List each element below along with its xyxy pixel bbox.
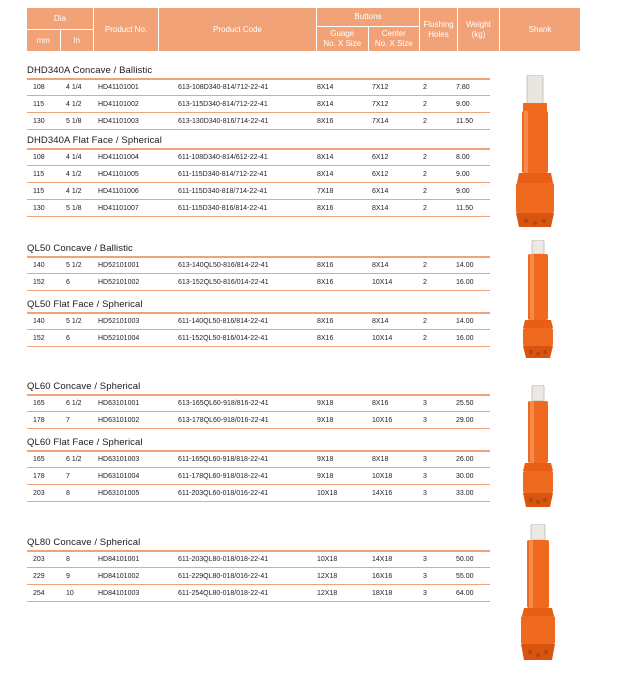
dia-in-cell: 10 — [66, 589, 74, 597]
product-code-cell: 613-108D340-814/712-22-41 — [178, 84, 269, 91]
product-no-cell: HD41101007 — [98, 204, 139, 212]
weight-cell: 11.50 — [456, 204, 473, 212]
section-dhd340a-flat — [27, 134, 490, 217]
flushing-holes-cell: 2 — [423, 204, 427, 212]
product-code-cell: 611-108D340-814/612-22-41 — [178, 154, 268, 161]
guage-cell: 8X16 — [317, 318, 334, 325]
dia-mm-cell: 152 — [33, 334, 45, 342]
section-ql80-concave — [27, 536, 490, 602]
section-rows — [27, 148, 490, 217]
center-cell: 18X18 — [372, 589, 393, 597]
dia-mm-cell: 152 — [33, 278, 45, 286]
weight-cell: 14.00 — [456, 262, 474, 269]
product-no-cell: HD41101002 — [98, 100, 139, 108]
flushing-holes-cell: 2 — [423, 154, 427, 161]
dia-mm-cell: 229 — [33, 572, 45, 580]
mm-header: mm — [27, 30, 61, 51]
section-ql60-concave — [27, 380, 490, 429]
product-code-cell: 613-178QL60-918/016-22-41 — [178, 416, 269, 424]
dia-header — [27, 8, 94, 51]
dia-mm-cell: 178 — [33, 416, 45, 424]
product-no-cell: HD41101006 — [98, 187, 139, 195]
dia-mm-cell: 140 — [33, 262, 45, 269]
center-cell: 7X12 — [372, 84, 389, 91]
section-ql50-concave — [27, 242, 490, 291]
product-code-cell: 611-178QL60-918/018-22-41 — [178, 472, 269, 480]
product-no-cell: HD63101003 — [98, 456, 140, 463]
table-row — [27, 200, 490, 217]
flushing-holes-cell: 2 — [423, 117, 427, 125]
table-row — [27, 485, 490, 502]
dia-mm-cell: 203 — [33, 489, 45, 497]
table-row — [27, 183, 490, 200]
guage-cell: 9X18 — [317, 400, 334, 407]
flushing-holes-cell: 2 — [423, 334, 427, 342]
dia-in-cell: 5 1/2 — [66, 318, 82, 325]
section-rows — [27, 394, 490, 429]
dia-mm-cell: 108 — [33, 154, 45, 161]
weight-header: Weight (kg) — [458, 8, 500, 51]
product-no-cell: HD52101004 — [98, 334, 140, 342]
product-code-cell: 611-115D340-814/712-22-41 — [178, 170, 268, 178]
center-cell: 6X12 — [372, 170, 389, 178]
flushing-holes-cell: 2 — [423, 187, 427, 195]
section-title: QL50 Concave / Ballistic — [27, 243, 133, 254]
guage-cell: 9X18 — [317, 456, 334, 463]
dia-mm-cell: 130 — [33, 117, 45, 125]
center-cell: 14X16 — [372, 489, 393, 497]
center-cell: 16X16 — [372, 572, 393, 580]
product-no-header: Product No. — [94, 8, 159, 51]
product-no-cell: HD63101001 — [98, 400, 140, 407]
dia-in-cell: 4 1/4 — [66, 154, 82, 161]
dia-in-cell: 4 1/2 — [66, 170, 82, 178]
product-code-cell: 613-152QL50-816/014-22-41 — [178, 278, 269, 286]
product-code-cell: 611-165QL60-918/818-22-41 — [178, 456, 269, 463]
weight-cell: 55.00 — [456, 572, 474, 580]
table-row — [27, 395, 490, 412]
flushing-holes-cell: 3 — [423, 572, 427, 580]
flushing-holes-cell: 3 — [423, 589, 427, 597]
flushing-holes-cell: 3 — [423, 472, 427, 480]
weight-cell: 50.00 — [456, 556, 474, 563]
flushing-holes-cell: 2 — [423, 278, 427, 286]
section-title: QL50 Flat Face / Spherical — [27, 299, 143, 310]
product-code-cell: 611-115D340-816/814-22-41 — [178, 204, 268, 212]
dia-mm-cell: 115 — [33, 100, 45, 108]
dia-mm-cell: 165 — [33, 456, 45, 463]
center-cell: 7X14 — [372, 117, 389, 125]
table-row — [27, 96, 490, 113]
guage-cell: 8X14 — [317, 154, 334, 161]
table-row — [27, 568, 490, 585]
dia-in-cell: 9 — [66, 572, 70, 580]
table-row — [27, 166, 490, 183]
guage-cell: 8X16 — [317, 334, 334, 342]
center-cell: 14X18 — [372, 556, 393, 563]
section-dhd340a-concave — [27, 64, 490, 130]
dia-mm-cell: 115 — [33, 170, 45, 178]
shank-image-ql60 — [519, 385, 557, 510]
product-no-cell: HD41101001 — [98, 84, 139, 91]
dia-mm-cell: 165 — [33, 400, 45, 407]
guage-cell: 12X18 — [317, 572, 338, 580]
dia-in-cell: 6 — [66, 334, 70, 342]
table-row — [27, 113, 490, 130]
table-row — [27, 468, 490, 485]
dia-in-cell: 6 1/2 — [66, 400, 82, 407]
product-no-cell: HD84101003 — [98, 589, 140, 597]
table-header — [27, 8, 580, 51]
dia-in-cell: 4 1/2 — [66, 187, 82, 195]
product-code-cell: 613-130D340-816/714-22-41 — [178, 117, 269, 125]
section-rows — [27, 78, 490, 130]
dia-mm-cell: 130 — [33, 204, 45, 212]
weight-cell: 30.00 — [456, 472, 474, 480]
section-title: DHD340A Concave / Ballistic — [27, 65, 153, 76]
guage-cell: 8X16 — [317, 262, 334, 269]
buttons-header — [317, 8, 420, 51]
product-code-cell: 611-254QL80-018/018-22-41 — [178, 589, 269, 597]
weight-cell: 26.00 — [456, 456, 474, 463]
flushing-header: Flushing Holes — [420, 8, 458, 51]
flushing-holes-cell: 3 — [423, 416, 427, 424]
center-cell: 8X14 — [372, 262, 389, 269]
guage-cell: 9X18 — [317, 416, 334, 424]
dia-in-cell: 7 — [66, 472, 70, 480]
product-code-cell: 611-203QL80-018/018-22-41 — [178, 556, 269, 563]
dia-in-cell: 5 1/8 — [66, 117, 82, 125]
center-cell: 6X14 — [372, 187, 389, 195]
flushing-holes-cell: 2 — [423, 170, 427, 178]
dia-mm-cell: 254 — [33, 589, 45, 597]
center-header: Center No. X Size — [369, 27, 420, 51]
table-row — [27, 585, 490, 602]
section-title: QL60 Concave / Spherical — [27, 381, 141, 392]
center-cell: 10X16 — [372, 416, 393, 424]
weight-cell: 14.00 — [456, 318, 474, 325]
section-title: QL80 Concave / Spherical — [27, 537, 141, 548]
dia-in-cell: 4 1/4 — [66, 84, 82, 91]
dia-mm-cell: 108 — [33, 84, 45, 91]
flushing-holes-cell: 3 — [423, 556, 427, 563]
section-rows — [27, 312, 490, 347]
dia-in-cell: 6 — [66, 278, 70, 286]
dia-in-cell: 7 — [66, 416, 70, 424]
guage-cell: 8X16 — [317, 278, 334, 286]
section-rows — [27, 550, 490, 602]
dia-in-cell: 5 1/2 — [66, 262, 82, 269]
guage-cell: 12X18 — [317, 589, 338, 597]
table-row — [27, 274, 490, 291]
dia-mm-cell: 178 — [33, 472, 45, 480]
weight-cell: 29.00 — [456, 416, 474, 424]
product-code-cell: 611-152QL50-816/014-22-41 — [178, 334, 269, 342]
table-row — [27, 330, 490, 347]
guage-cell: 8X14 — [317, 84, 334, 91]
section-rows — [27, 256, 490, 291]
weight-cell: 11.50 — [456, 117, 473, 125]
shank-image-dhd340a — [513, 75, 557, 230]
dia-in-cell: 8 — [66, 556, 70, 563]
product-code-cell: 613-115D340-814/712-22-41 — [178, 100, 268, 108]
dia-mm-cell: 140 — [33, 318, 45, 325]
product-no-cell: HD41101003 — [98, 117, 139, 125]
weight-cell: 8.00 — [456, 154, 470, 161]
product-no-cell: HD63101004 — [98, 472, 140, 480]
product-no-cell: HD41101004 — [98, 154, 139, 161]
product-no-cell: HD63101002 — [98, 416, 140, 424]
product-no-cell: HD52101001 — [98, 262, 140, 269]
flushing-holes-cell: 2 — [423, 318, 427, 325]
center-cell: 7X12 — [372, 100, 389, 108]
dia-header-label: Dia — [27, 8, 93, 29]
flushing-holes-cell: 2 — [423, 100, 427, 108]
table-row — [27, 451, 490, 468]
shank-header: Shank — [500, 8, 580, 51]
section-title: DHD340A Flat Face / Spherical — [27, 135, 162, 146]
dia-mm-cell: 203 — [33, 556, 45, 563]
flushing-holes-cell: 3 — [423, 489, 427, 497]
weight-cell: 25.50 — [456, 400, 474, 407]
guage-cell: 7X18 — [317, 187, 334, 195]
dia-mm-cell: 115 — [33, 187, 45, 195]
table-row — [27, 313, 490, 330]
dia-in-cell: 6 1/2 — [66, 456, 82, 463]
product-no-cell: HD52101003 — [98, 318, 140, 325]
guage-cell: 8X14 — [317, 170, 334, 178]
flushing-holes-cell: 3 — [423, 456, 427, 463]
guage-cell: 9X18 — [317, 472, 334, 480]
flushing-holes-cell: 2 — [423, 262, 427, 269]
center-cell: 8X14 — [372, 318, 389, 325]
weight-cell: 9.00 — [456, 187, 470, 195]
guage-cell: 8X16 — [317, 204, 334, 212]
product-code-header: Product Code — [159, 8, 317, 51]
center-cell: 10X14 — [372, 278, 393, 286]
in-header: In — [61, 30, 94, 51]
weight-cell: 9.00 — [456, 170, 470, 178]
product-no-cell: HD63101005 — [98, 489, 140, 497]
center-cell: 10X14 — [372, 334, 393, 342]
weight-cell: 16.00 — [456, 278, 474, 286]
section-title: QL60 Flat Face / Spherical — [27, 437, 143, 448]
weight-cell: 64.00 — [456, 589, 474, 597]
guage-cell: 8X14 — [317, 100, 334, 108]
flushing-holes-cell: 2 — [423, 84, 427, 91]
product-code-cell: 611-203QL60-018/016-22-41 — [178, 489, 269, 497]
product-code-cell: 613-165QL60-918/816-22-41 — [178, 400, 269, 407]
flushing-holes-cell: 3 — [423, 400, 427, 407]
product-code-cell: 611-115D340-818/714-22-41 — [178, 187, 268, 195]
weight-cell: 33.00 — [456, 489, 474, 497]
guage-cell: 8X16 — [317, 117, 334, 125]
guage-header: Guage No. X Size — [317, 27, 369, 51]
dia-in-cell: 5 1/8 — [66, 204, 82, 212]
product-no-cell: HD41101005 — [98, 170, 139, 178]
guage-cell: 10X18 — [317, 489, 338, 497]
shank-image-ql50 — [519, 240, 557, 360]
weight-cell: 9.00 — [456, 100, 470, 108]
shank-image-ql80 — [517, 524, 559, 664]
table-row — [27, 257, 490, 274]
product-code-cell: 613-140QL50-816/814-22-41 — [178, 262, 269, 269]
product-no-cell: HD52101002 — [98, 278, 140, 286]
section-ql50-flat — [27, 298, 490, 347]
product-no-cell: HD84101001 — [98, 556, 140, 563]
center-cell: 8X16 — [372, 400, 389, 407]
section-ql60-flat — [27, 436, 490, 502]
table-row — [27, 551, 490, 568]
product-code-cell: 611-140QL50-816/814-22-41 — [178, 318, 269, 325]
center-cell: 8X14 — [372, 204, 389, 212]
section-rows — [27, 450, 490, 502]
dia-in-cell: 8 — [66, 489, 70, 497]
product-code-cell: 611-229QL80-018/016-22-41 — [178, 572, 269, 580]
table-row — [27, 149, 490, 166]
guage-cell: 10X18 — [317, 556, 338, 563]
weight-cell: 16.00 — [456, 334, 474, 342]
center-cell: 6X12 — [372, 154, 389, 161]
center-cell: 8X18 — [372, 456, 389, 463]
product-no-cell: HD84101002 — [98, 572, 140, 580]
center-cell: 10X18 — [372, 472, 393, 480]
weight-cell: 7.80 — [456, 84, 470, 91]
table-row — [27, 79, 490, 96]
table-row — [27, 412, 490, 429]
dia-in-cell: 4 1/2 — [66, 100, 82, 108]
buttons-header-label: Buttons — [317, 8, 419, 26]
